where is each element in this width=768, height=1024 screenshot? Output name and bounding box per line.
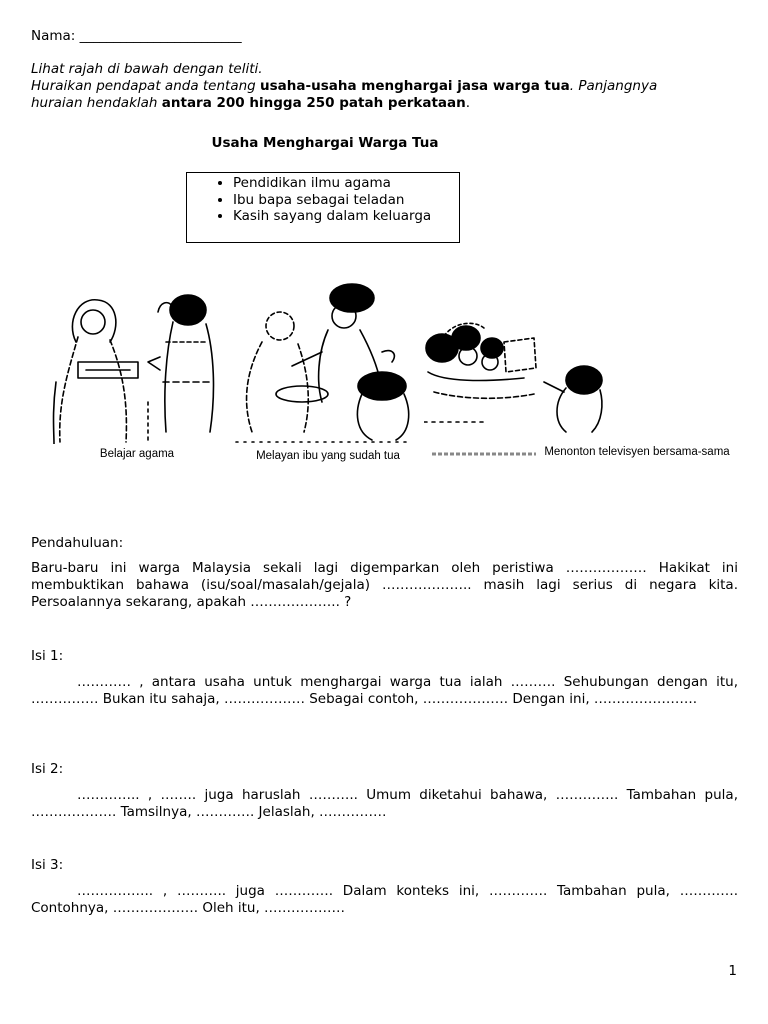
caption-3: Menonton televisyen bersama-sama bbox=[544, 446, 730, 458]
diagram-title: Usaha Menghargai Warga Tua bbox=[211, 135, 439, 151]
instruction-line-1: Lihat rajah di bawah dengan teliti. bbox=[31, 61, 263, 77]
word-count-emphasis: antara 200 hingga 250 patah perkataan bbox=[161, 95, 466, 111]
section-text-isi-2: ………….. , …….. juga haruslah ……….. Umum diketahui bahawa, ………….. Tambahan pula, ………………. Tamsilnya, …………. Jelaslah, …………… bbox=[31, 787, 738, 820]
points-list bbox=[187, 175, 459, 225]
caption-1: Belajar agama bbox=[99, 448, 175, 460]
section-text-isi-1: ………… , antara usaha untuk menghargai warga tua ialah ………. Sehubungan dengan itu, …………… Bukan itu sahaja, ……………… Sebagai contoh, ………………. Dengan ini, ………………….. bbox=[31, 674, 738, 707]
section-text-introduction: Baru-baru ini warga Malaysia sekali lagi digemparkan oleh peristiwa ……………… Hakikat ini membuktikan bahawa (isu/soal/masalah/gejala) ……………….. masih lagi serius di negara kita. Persoalannya sekarang, apakah ……………….. ? bbox=[31, 560, 738, 610]
point-item: • Kasih sayang dalam keluarga bbox=[233, 208, 459, 225]
faded-caption-icon bbox=[430, 447, 540, 461]
point-item: • Ibu bapa sebagai teladan bbox=[233, 192, 459, 209]
instruction-line-3: huraian hendaklah antara 200 hingga 250 patah perkataan. bbox=[31, 95, 471, 111]
page-number: 1 bbox=[728, 963, 737, 979]
name-blank[interactable]: ________________________ bbox=[79, 28, 242, 44]
name-line bbox=[31, 28, 738, 45]
family-watching-tv-drawing-icon bbox=[424, 282, 604, 444]
point-item: • Pendidikan ilmu agama bbox=[233, 175, 459, 192]
section-label-isi-2: Isi 2: bbox=[31, 761, 64, 777]
section-label-isi-1: Isi 1: bbox=[31, 648, 64, 664]
caring-elderly-mother-drawing-icon bbox=[232, 282, 414, 444]
caption-2: Melayan ibu yang sudah tua bbox=[256, 450, 400, 462]
name-label: Nama: bbox=[31, 28, 76, 44]
praying-family-drawing-icon bbox=[48, 282, 223, 444]
section-label-introduction: Pendahuluan: bbox=[31, 535, 124, 551]
section-text-isi-3: …………….. , ……….. juga …………. Dalam konteks ini, …………. Tambahan pula, …………. Contohnya, ………………. Oleh itu, ……………… bbox=[31, 883, 738, 916]
section-label-isi-3: Isi 3: bbox=[31, 857, 64, 873]
topic-emphasis: usaha-usaha menghargai jasa warga tua bbox=[260, 78, 570, 94]
instruction-line-2: Huraikan pendapat anda tentang usaha-usaha menghargai jasa warga tua. Panjangnya bbox=[31, 78, 658, 94]
points-box bbox=[186, 172, 460, 243]
